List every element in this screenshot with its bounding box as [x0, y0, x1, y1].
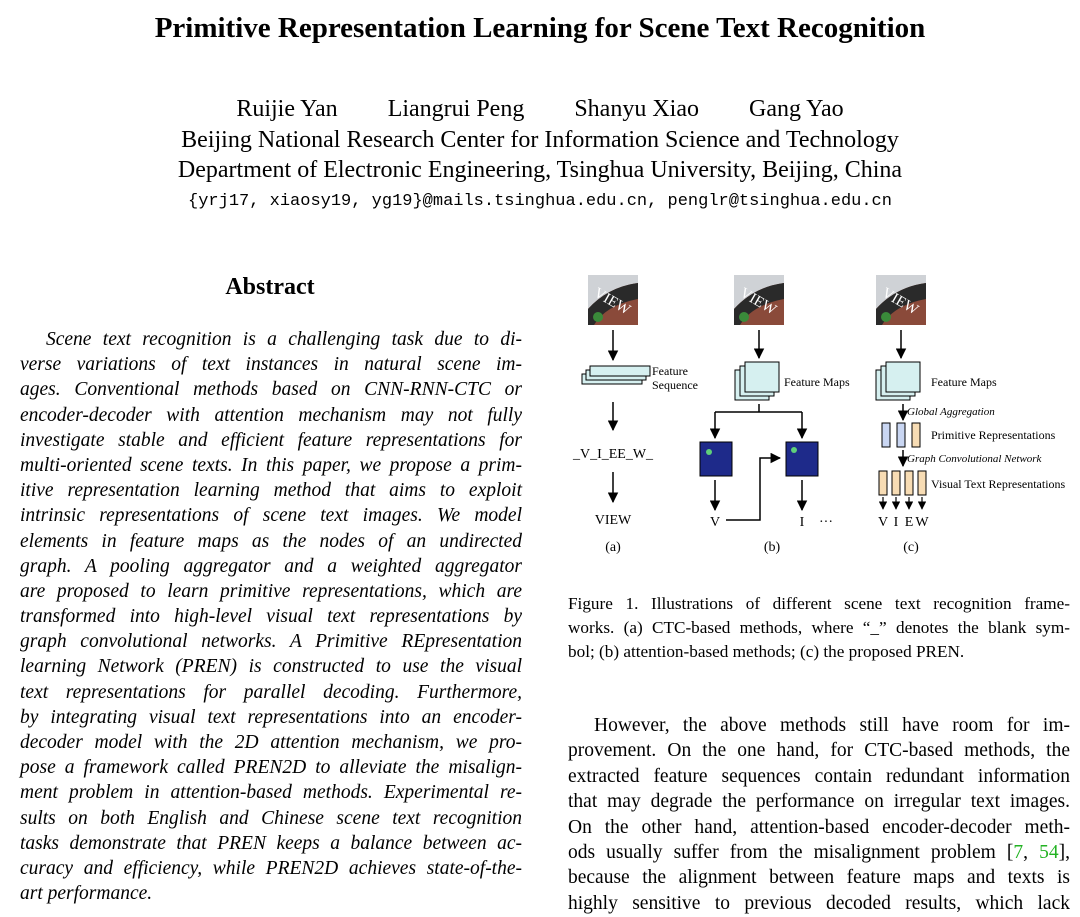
citation-link[interactable]: 7 — [1013, 841, 1024, 863]
text-line: pose a framework called PREN2D to alleviate the misalign- — [20, 757, 522, 779]
decoded-char: E — [904, 515, 914, 530]
feature-maps-icon — [876, 362, 920, 400]
text-line — [568, 840, 1070, 865]
text-fragment: ], — [1058, 841, 1070, 863]
text-line: Scene text recognition is a challenging task due to di- — [46, 329, 522, 350]
image-text: VIEW — [879, 285, 921, 319]
text-line: investigate stable and efficient feature representations for — [20, 429, 522, 451]
panel-label: (a) — [605, 540, 621, 555]
author-emails: {yrj17, xiaosy19, yg19}@mails.tsinghua.edu.cn, penglr@tsinghua.edu.cn — [188, 192, 892, 211]
text-line: extracted feature sequences contain redundant information — [568, 765, 1070, 787]
text-line: However, the above methods still have room for im- — [594, 715, 1070, 736]
affiliation-line-2: Department of Electronic Engineering, Tsinghua University, Beijing, China — [177, 157, 903, 183]
text-line: learning Network (PREN) is constructed to use the visual — [20, 656, 522, 678]
panel-a — [572, 275, 698, 555]
panel-b — [700, 275, 850, 555]
feature-label: Feature Maps — [784, 375, 850, 389]
visual-text-representations-icon — [879, 471, 926, 495]
affiliation-line-1: Beijing National Research Center for Information Science and Technology — [181, 127, 899, 153]
panel-c — [876, 275, 1066, 555]
text-line: curacy and efficiency, while PREN2D achieves state-of-the- — [20, 857, 522, 879]
text-line: elements in feature maps as the nodes of an undirected — [20, 530, 522, 552]
author-name: Gang Yao — [748, 96, 844, 122]
text-line: highly sensitive to previous decoded results, which lack — [568, 892, 1070, 914]
text-line: ages. Conventional methods based on CNN-RNN-CTC or — [20, 379, 522, 401]
abstract-body — [20, 327, 522, 906]
ellipsis: ··· — [819, 515, 833, 530]
text-line: sults on both English and Chinese scene text recognition — [20, 807, 522, 829]
text-line: Figure 1. Illustrations of different scene text recognition frame- — [568, 594, 1070, 613]
text-line: encoder-decoder with attention mechanism may not fully — [20, 404, 522, 426]
decoded-char: I — [893, 515, 899, 530]
text-line: transformed into high-level visual text representations by — [20, 606, 522, 628]
text-line: by integrating visual text representations into an encoder- — [20, 706, 522, 728]
step-label: Graph Convolutional Network — [907, 453, 1042, 465]
text-line: intrinsic representations of scene text images. We model — [20, 505, 522, 527]
author-name: Shanyu Xiao — [574, 96, 699, 122]
panel-label: (b) — [763, 540, 781, 555]
panel-label: (c) — [903, 540, 919, 555]
abstract-heading: Abstract — [225, 274, 315, 300]
text-line: On the other hand, attention-based encoder-decoder meth- — [568, 816, 1070, 838]
text-line: works. (a) CTC-based methods, where “_” denotes the blank sym- — [568, 618, 1070, 637]
text-line: bol; (b) attention-based methods; (c) the proposed PREN. — [568, 642, 965, 661]
citation-link[interactable]: 54 — [1039, 841, 1059, 863]
text-fragment: , — [1023, 841, 1040, 863]
figure-caption — [568, 592, 1070, 664]
text-line: decoder model with the 2D attention mechanism, we pro- — [20, 732, 522, 753]
text-line: art performance. — [20, 883, 153, 905]
feature-sequence-icon — [582, 366, 650, 384]
decoded-char: W — [915, 515, 929, 530]
decoded-char: I — [799, 515, 805, 530]
primitive-representations-icon — [882, 423, 920, 447]
text-line: that may degrade the performance on irregular text images. — [568, 791, 1070, 813]
text-line: multi-oriented scene texts. In this paper, we propose a prim- — [20, 454, 522, 476]
text-line: graph convolutional networks. A Primitive REpresentation — [20, 631, 522, 653]
text-fragment: ods usually suffer from the misalignment problem [ — [568, 841, 1014, 863]
text-line: provement. On the one hand, for CTC-based methods, the — [568, 740, 1070, 762]
visual-label: Visual Text Representations — [931, 477, 1066, 491]
text-line: because the alignment between feature maps and texts is — [568, 867, 1070, 889]
author-name: Ruijie Yan — [236, 96, 338, 122]
figure-1 — [570, 270, 1075, 570]
author-list — [0, 96, 1080, 123]
text-line: ment problem in attention-based methods. Experimental re- — [20, 782, 522, 804]
attention-map — [700, 442, 732, 476]
ctc-result: VIEW — [594, 513, 632, 528]
feature-label: Sequence — [652, 378, 698, 392]
paper-title: Primitive Representation Learning for Scene Text Recognition — [154, 12, 926, 44]
text-line: graph. A pooling aggregator and a weighted aggregator — [20, 555, 522, 577]
text-line: itive representation learning method that aims to exploit — [20, 480, 522, 502]
decoded-char: V — [709, 515, 721, 530]
image-text: VIEW — [591, 285, 633, 319]
body-text — [568, 713, 1070, 916]
feature-label: Feature — [652, 364, 688, 378]
decoded-char: V — [877, 515, 889, 530]
author-name: Liangrui Peng — [387, 96, 525, 122]
ctc-output: _V_I_EE_W_ — [572, 447, 654, 462]
feature-maps-icon — [735, 362, 779, 400]
attention-map — [786, 442, 818, 476]
text-line: text representations for parallel decoding. Furthermore, — [20, 681, 522, 703]
text-line: verse variations of text instances in natural scene im- — [20, 354, 522, 376]
text-line: are proposed to learn primitive representations, which are — [20, 580, 522, 602]
text-line: tasks demonstrate that PREN keeps a balance between ac- — [20, 832, 522, 854]
image-text: VIEW — [737, 285, 779, 319]
feature-label: Feature Maps — [931, 375, 997, 389]
primitive-label: Primitive Representations — [931, 428, 1056, 442]
step-label: Global Aggregation — [907, 406, 995, 418]
